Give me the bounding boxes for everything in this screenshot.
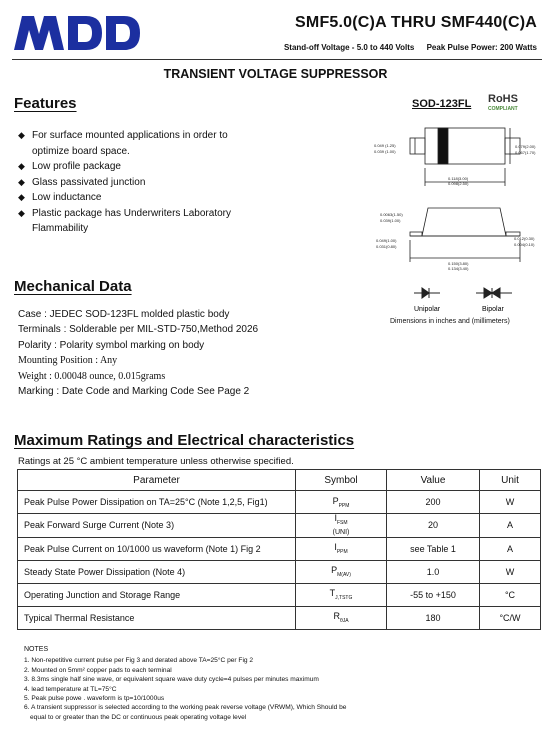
note-item: 5. Peak pulse powe . waveform is tp=10/1000us bbox=[24, 695, 165, 703]
column-header: Parameter bbox=[18, 470, 296, 491]
notes-heading: NOTES bbox=[24, 646, 49, 653]
mech-line: Polarity : Polarity symbol marking on body bbox=[18, 339, 205, 351]
dimensions-note: Dimensions in inches and (millimeters) bbox=[390, 318, 510, 325]
mech-line: Weight : 0.00048 ounce, 0.015grams bbox=[18, 370, 166, 382]
package-name: SOD-123FL bbox=[412, 98, 472, 110]
note-item: 2. Mounted on 5mm² copper pads to each terminal bbox=[24, 666, 172, 674]
value-cell: see Table 1 bbox=[387, 537, 480, 560]
dim-label: 0.0063(1.50) bbox=[380, 212, 403, 217]
mdd-logo bbox=[12, 12, 142, 52]
dim-label: 0.049(1.00) bbox=[376, 238, 397, 243]
feature-item: ◆ Plastic package has Underwriters Laboratory bbox=[18, 207, 231, 219]
table-row bbox=[18, 583, 541, 606]
unipolar-diode-icon bbox=[422, 288, 429, 298]
column-header: Unit bbox=[480, 470, 541, 491]
symbol-cell: $R_{\theta JA}$ bbox=[296, 606, 387, 629]
symbol-cell: $I_{FSM}$ (UNI) bbox=[296, 514, 387, 538]
part-number-title: SMF5.0(C)A THRU SMF440(C)A bbox=[295, 14, 537, 31]
notes-section bbox=[24, 645, 346, 722]
unit-cell: °C/W bbox=[480, 606, 541, 629]
dim-label: 0.031(0.80) bbox=[376, 244, 397, 249]
feature-item: ◆ For surface mounted applications in order to bbox=[18, 130, 228, 141]
standoff-voltage: Stand-off Voltage - 5.0 to 440 Volts bbox=[283, 43, 415, 52]
peak-pulse-power: Peak Pulse Power: 200 Watts bbox=[426, 43, 537, 52]
value-cell: 180 bbox=[387, 606, 480, 629]
dim-label: 0.118(3.00) bbox=[448, 176, 469, 181]
value-cell: -55 to +150 bbox=[387, 583, 480, 606]
param-cell: Operating Junction and Storage Range bbox=[18, 583, 296, 606]
table-row bbox=[18, 606, 541, 629]
bipolar-label: Bipolar bbox=[482, 306, 504, 313]
symbol-cell: $I_{PPM}$ bbox=[296, 537, 387, 560]
param-cell: Steady State Power Dissipation (Note 4) bbox=[18, 560, 296, 583]
table-row bbox=[18, 491, 541, 514]
dim-label: 0.012(0.30) bbox=[514, 236, 535, 241]
unipolar-label: Unipolar bbox=[414, 306, 441, 313]
unit-cell: A bbox=[480, 537, 541, 560]
mech-line: Mounting Position : Any bbox=[18, 355, 118, 367]
mechanical-data-list bbox=[18, 307, 258, 399]
feature-item-continuation: Flammability bbox=[32, 223, 89, 234]
dim-label: 0.098(2.50) bbox=[448, 181, 469, 186]
value-cell: 1.0 bbox=[387, 560, 480, 583]
features-heading: Features bbox=[14, 95, 77, 112]
note-item: 6. A transient suppressor is selected according to the working peak reverse voltage (VRWM), Which Should be bbox=[24, 704, 347, 712]
feature-item: ◆ Glass passivated junction bbox=[18, 176, 146, 188]
value-cell: 20 bbox=[387, 514, 480, 538]
dim-label: 0.039(1.00) bbox=[380, 218, 401, 223]
features-list bbox=[18, 128, 231, 237]
document-title: TRANSIENT VOLTAGE SUPPRESSOR bbox=[163, 67, 388, 81]
feature-item: ◆ Low inductance bbox=[18, 192, 102, 203]
unit-cell: W bbox=[480, 560, 541, 583]
note-item: 1. Non-repetitive current pulse per Fig 3 and derated above TA=25°C per Fig 2 bbox=[24, 657, 254, 665]
symbol-cell: $P_{PPM}$ bbox=[296, 491, 387, 514]
mech-line: Case : JEDEC SOD-123FL molded plastic body bbox=[18, 309, 230, 320]
dim-label: 0.004(0.10) bbox=[514, 242, 535, 247]
table-row bbox=[18, 514, 541, 538]
header-specs bbox=[274, 43, 537, 52]
symbol-cell: $T_{J,TSTG}$ bbox=[296, 583, 387, 606]
table-row bbox=[18, 537, 541, 560]
ratings-heading: Maximum Ratings and Electrical characteristics bbox=[14, 432, 355, 449]
note-item: equal to or greater than the DC or continuous peak operating voltage level bbox=[30, 713, 247, 721]
param-cell: Peak Forward Surge Current (Note 3) bbox=[18, 514, 296, 538]
param-cell: Typical Thermal Resistance bbox=[18, 606, 296, 629]
package-outline-drawing bbox=[360, 118, 545, 278]
feature-item: ◆ Low profile package bbox=[18, 161, 121, 172]
dim-label: 0.039 (1.00) bbox=[374, 149, 396, 154]
dim-label: 0.079(2.00) bbox=[515, 144, 536, 149]
mechanical-heading: Mechanical Data bbox=[14, 278, 132, 295]
column-header: Value bbox=[387, 470, 480, 491]
note-item: 3. 8.3ms single half sine wave, or equivalent square wave duty cycle=4 pulses per minutes maximum bbox=[24, 676, 319, 684]
value-cell: 200 bbox=[387, 491, 480, 514]
mech-line: Terminals : Solderable per MIL-STD-750,Method 2026 bbox=[18, 324, 259, 336]
table-row bbox=[18, 560, 541, 583]
header-divider bbox=[12, 59, 542, 60]
ratings-note: Ratings at 25 °C ambient temperature unless otherwise specified. bbox=[18, 456, 294, 467]
dim-label: 0.049 (1.25) bbox=[374, 143, 396, 148]
ratings-table bbox=[17, 469, 541, 630]
dim-label: 0.067(1.70) bbox=[515, 150, 536, 155]
feature-item-continuation: optimize board space. bbox=[32, 145, 130, 157]
mech-line: Marking : Date Code and Marking Code See Page 2 bbox=[18, 386, 250, 398]
bipolar-diode-icon bbox=[484, 288, 492, 298]
polarity-symbols bbox=[412, 284, 522, 316]
unit-cell: W bbox=[480, 491, 541, 514]
param-cell: Peak Pulse Power Dissipation on TA=25°C (Note 1,2,5, Fig1) bbox=[18, 491, 296, 514]
symbol-cell: $P_{M(AV)}$ bbox=[296, 560, 387, 583]
param-cell: Peak Pulse Current on 10/1000 us waveform (Note 1) Fig 2 bbox=[18, 537, 296, 560]
table-header-row bbox=[18, 470, 541, 491]
column-header: Symbol bbox=[296, 470, 387, 491]
unit-cell: °C bbox=[480, 583, 541, 606]
rohs-badge: RoHS COMPLIANT bbox=[488, 93, 518, 112]
unit-cell: A bbox=[480, 514, 541, 538]
note-item: 4. lead temperature at TL=75°C bbox=[24, 685, 117, 693]
dim-label: 0.150(3.80) bbox=[448, 261, 469, 266]
dim-label: 0.134(3.40) bbox=[448, 266, 469, 271]
